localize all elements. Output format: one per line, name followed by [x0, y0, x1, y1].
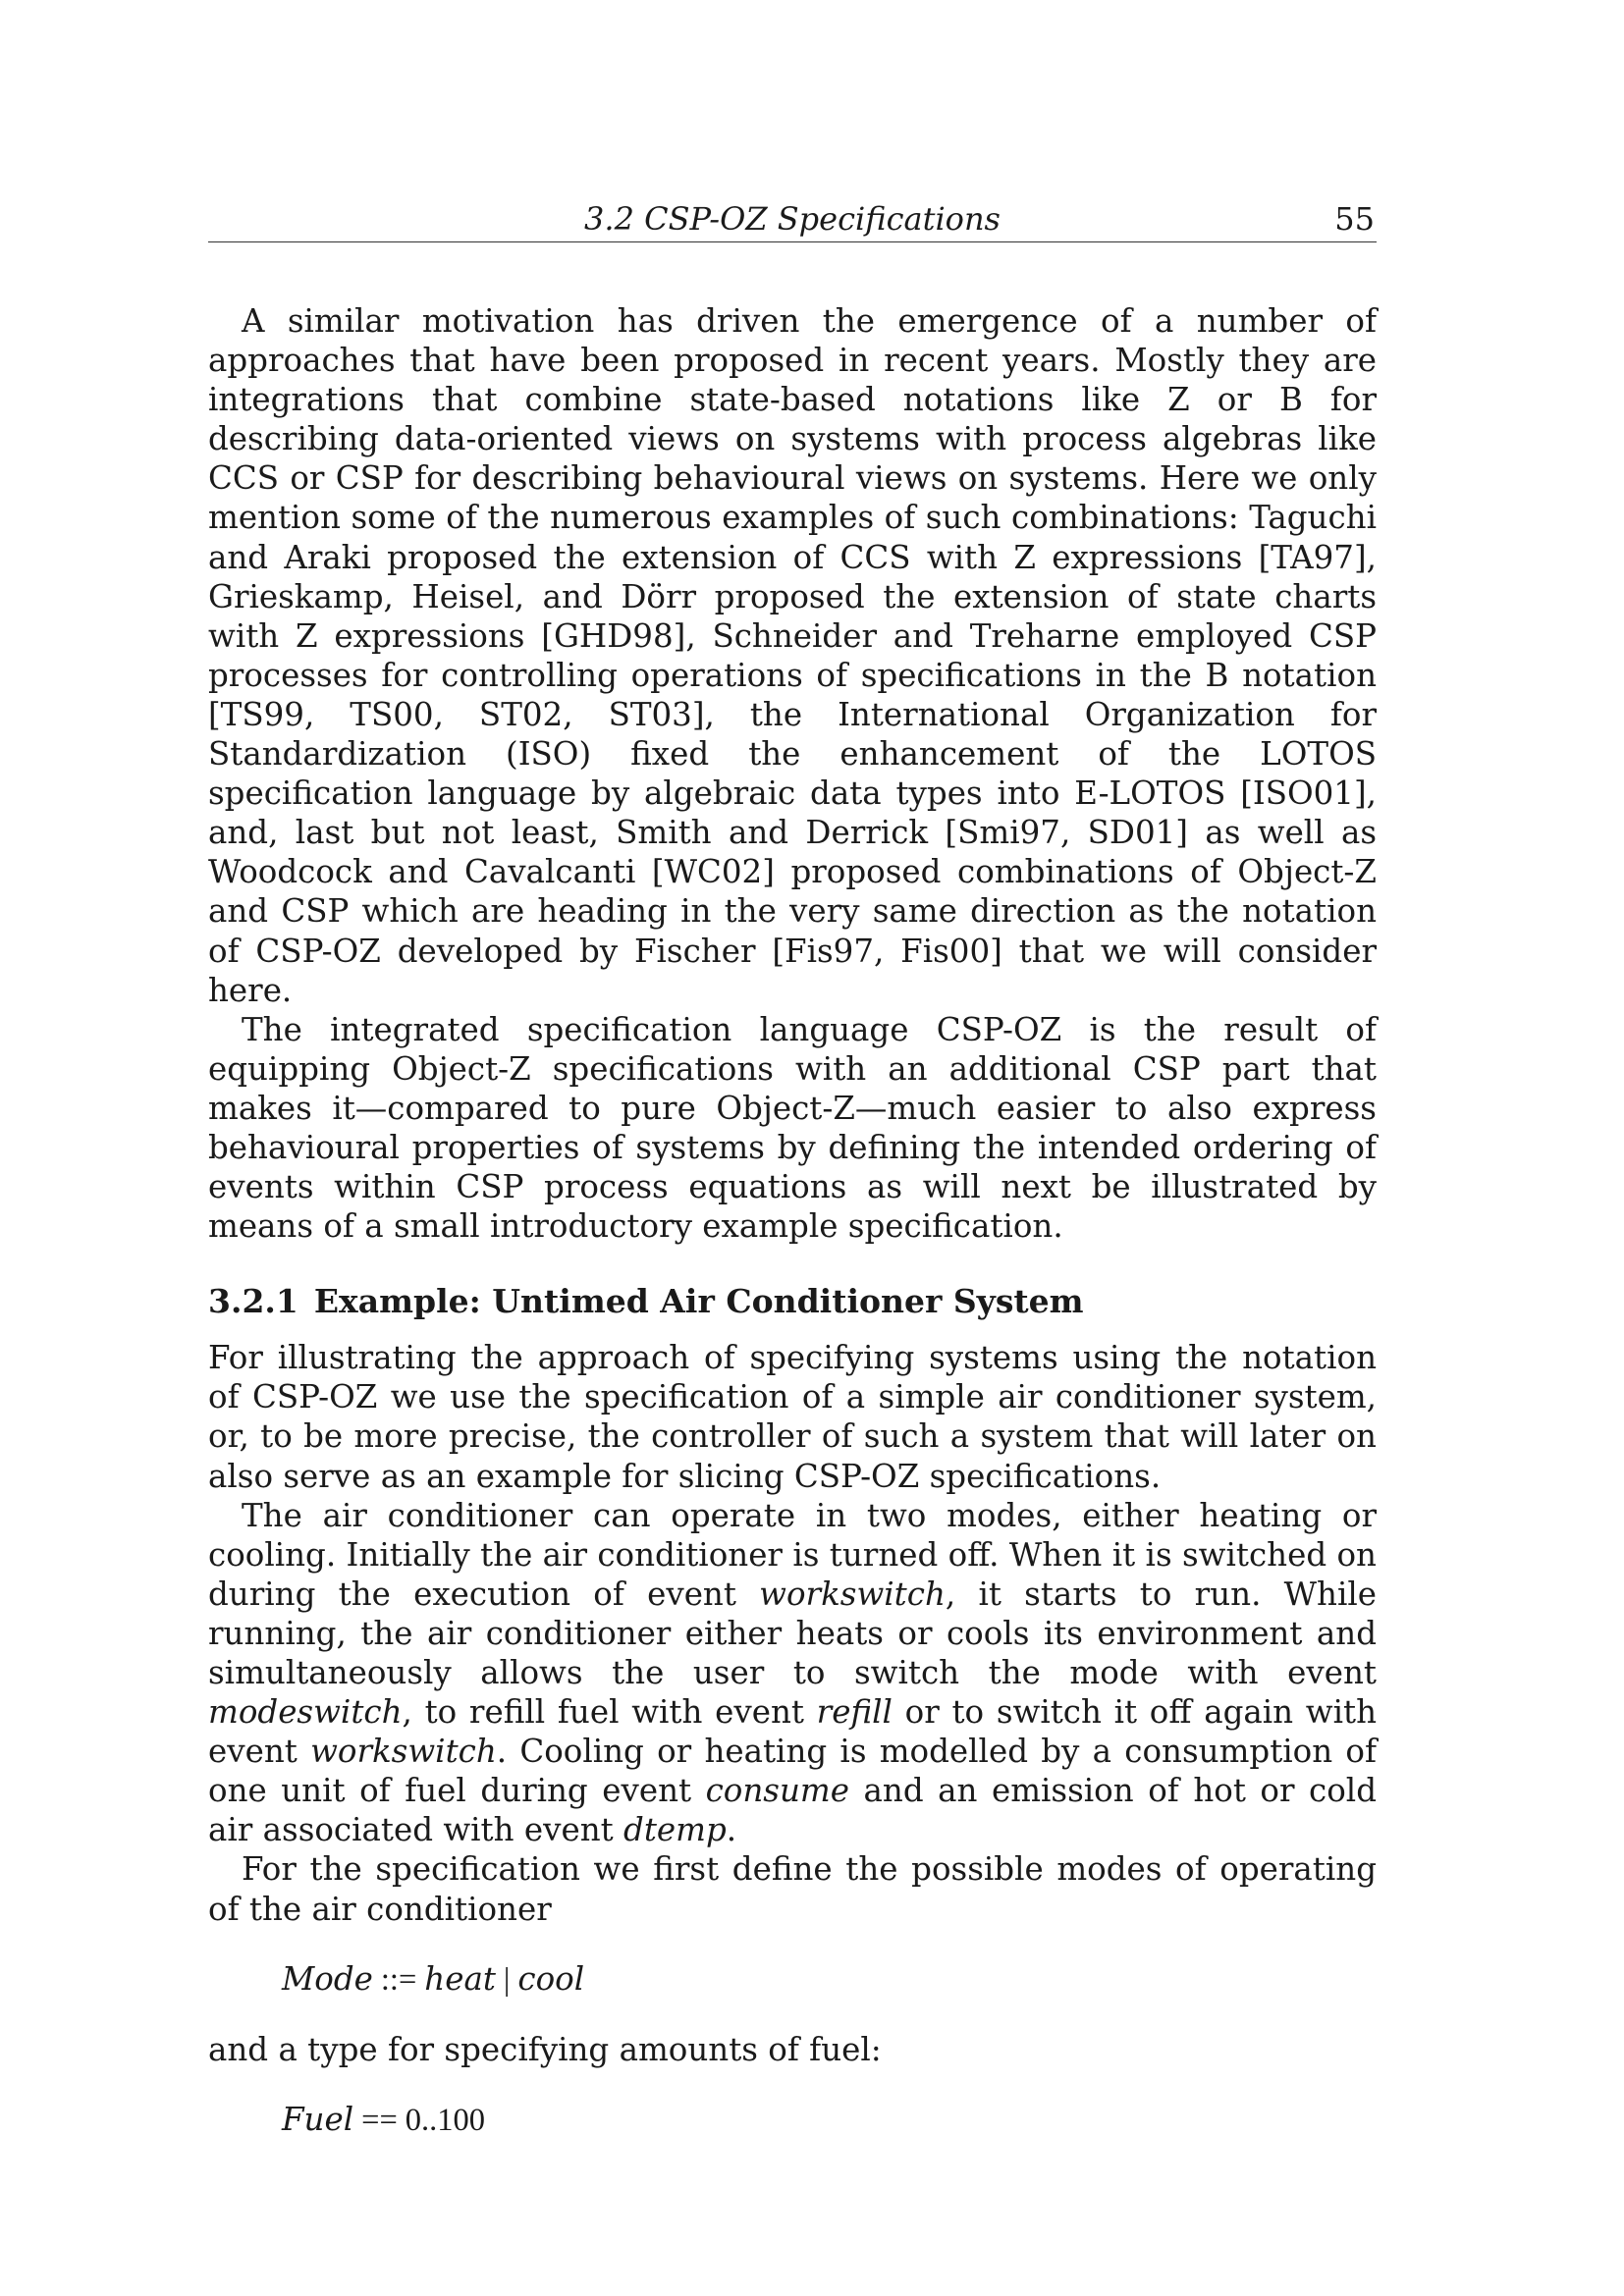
paragraph-modes: The air conditioner can operate in two modes, either heating or cooling. Initially the air conditioner is turned off. When it is switched on during the execution of event workswitch, it starts to run. While running, the air conditioner either heats or cools its environment and simultaneously allows the user to switch the mode with event modeswitch, to refill fuel with event refill or to switch it off again with event workswitch. Cooling or heating is modelled by a consumption of one unit of fuel during event consume and an emission of hot or cold air associated with event dtemp.: [208, 1496, 1378, 1849]
formula-mode: Mode ::= heat | cool: [282, 1959, 585, 1998]
event-dtemp: dtemp: [623, 1811, 727, 1849]
body-text: [208, 301, 1377, 2141]
running-header: [208, 192, 1377, 242]
event-workswitch: workswitch: [759, 1575, 946, 1613]
event-consume: consume: [705, 1772, 849, 1810]
event-workswitch-2: workswitch: [310, 1733, 497, 1771]
paragraph-illustrating: For illustrating the approach of specifying systems using the notation of CSP-OZ we use the specification of a simple air conditioner system, or, to be more precise, the controller of such a system that will later on also serve as an example for slicing CSP-OZ specifications.: [208, 1339, 1377, 1495]
paragraph-intro: A similar motivation has driven the emergence of a number of approaches that have been proposed in recent years. Mostly they are integrations that combine state-based notations like Z or B for describing data-oriented views on systems with process algebras like CCS or CSP for describing behavioural views on systems. Here we only mention some of the numerous examples of such combinations: Taguchi and Araki proposed the extension of CCS with Z expressions [TA97], Grieskamp, Heisel, and Dörr proposed the extension of state charts with Z expressions [GHD98], Schneider and Treharne employed CSP processes for controlling operations of specifications in the B notation [TS99, TS00, ST02, ST03], the International Organization for Standardization (ISO) fixed the enhancement of the LOTOS specification language by algebraic data types into E-LOTOS [ISO01], and, last but not least, Smith and Derrick [Smi97, SD01] as well as Woodcock and Cavalcanti [WC02] proposed combinations of Object-Z and CSP which are heading in the very same direction as the notation of CSP-OZ developed by Fischer [Fis97, Fis00] that we will consider here.: [208, 302, 1377, 1009]
formula-fuel: Fuel == 0..100: [282, 2100, 486, 2138]
paragraph-csp-oz: The integrated specification language CSP-OZ is the result of equipping Object-Z specifications with an additional CSP part that makes it—compared to pure Object-Z—much easier to also express behavioural properties of systems by defining the intended ordering of events within CSP process equations as will next be illustrated by means of a small introductory example specification.: [208, 1010, 1377, 1246]
page: [208, 192, 1377, 2170]
section-number: 3.2.1: [208, 1282, 298, 1321]
section-heading: [208, 1281, 1377, 1322]
paragraph-fuel-type: and a type for specifying amounts of fuel:: [208, 2030, 882, 2068]
page-number: 55: [1334, 200, 1375, 238]
section-title: Example: Untimed Air Conditioner System: [313, 1282, 1084, 1321]
running-title: 3.2 CSP-OZ Specifications: [584, 200, 1001, 238]
event-refill: refill: [816, 1693, 893, 1732]
event-modeswitch: modeswitch: [208, 1693, 403, 1732]
paragraph-define-modes: For the specification we first define the possible modes of operating of the air conditioner: [208, 1850, 1377, 1928]
